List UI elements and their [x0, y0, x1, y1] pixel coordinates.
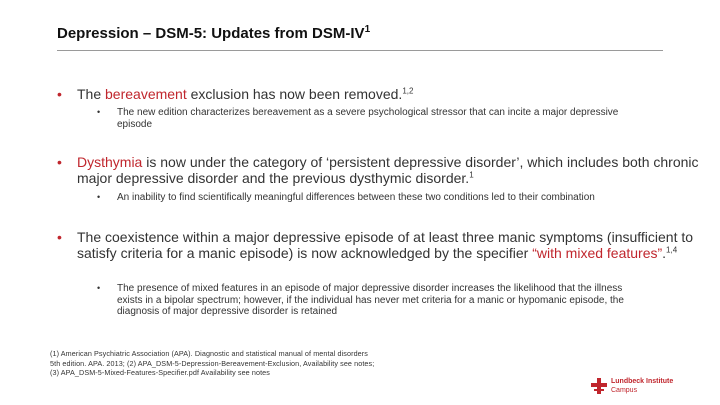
sub-bullet-marker: •: [97, 192, 101, 202]
bullet-marker: •: [57, 86, 62, 102]
sub-bullet-text: The new edition characterizes bereavement as a severe psychological stressor that can incite a major depressive episode: [117, 107, 619, 130]
sub-bullet-text: An inability to find scientifically meaningful differences between these two conditions led to their combination: [117, 192, 595, 203]
sub-bullet-text: The presence of mixed features in an episode of major depressive disorder increases the likelihood that the illness exists in a bipolar spectrum; however, if the individual has never met criteria for a manic or hypomanic episode, the diagnosis of major depressive disorder is retained: [117, 283, 624, 317]
bullet-text-pre: The: [77, 86, 106, 102]
bullet-marker: •: [57, 154, 62, 170]
slide-title-footnote: 1: [364, 24, 371, 35]
sub-bullet-marker: •: [97, 107, 101, 117]
sub-bullet-marker: •: [97, 283, 101, 293]
bullet-text-post: is now under the category of ‘persistent depressive disorder’, which includes both chronic major depressive disorder and the previous dysthymic disorder.: [77, 154, 699, 186]
slide-title-text: Depression – DSM-5: Updates from DSM-IV: [57, 25, 365, 42]
bullet-text: [77, 229, 707, 261]
bullet-marker: •: [57, 229, 62, 245]
bullet-keyword: bereavement: [105, 86, 187, 102]
logo-line2: Campus: [611, 387, 638, 394]
slide-title: [57, 24, 370, 42]
bullet-text: [77, 86, 707, 102]
title-divider: [57, 50, 663, 51]
bullet-keyword: Dysthymia: [77, 154, 143, 170]
bullet-keyword: “with mixed features”: [532, 245, 663, 261]
lundbeck-logo-icon: [591, 378, 607, 394]
references: (1) American Psychiatric Association (APA). Diagnostic and statistical manual of mental disorders 5th edition. APA. 2013; (2) APA_DSM-5-Depression-Bereavement-Exclusion, Availability see notes; (3) APA_DSM-5-Mixed-Features-Specifier.pdf Availability see notes: [50, 349, 375, 378]
bullet-text-post: exclusion has now been removed.: [186, 86, 403, 102]
bullet-footnote: 1,2: [402, 86, 414, 96]
bullet-text-pre: The coexistence within a major depressive episode of at least three manic symptoms (insufficient to satisfy criteria for a manic episode) is now acknowledged by the specifier: [77, 229, 694, 261]
bullet-footnote: 1,4: [666, 245, 678, 255]
bullet-text: [77, 154, 707, 186]
bullet-text-post: .: [662, 245, 667, 261]
lundbeck-logo: [591, 375, 681, 397]
logo-line1: Lundbeck Institute: [611, 378, 674, 385]
bullet-footnote: 1: [469, 170, 474, 180]
